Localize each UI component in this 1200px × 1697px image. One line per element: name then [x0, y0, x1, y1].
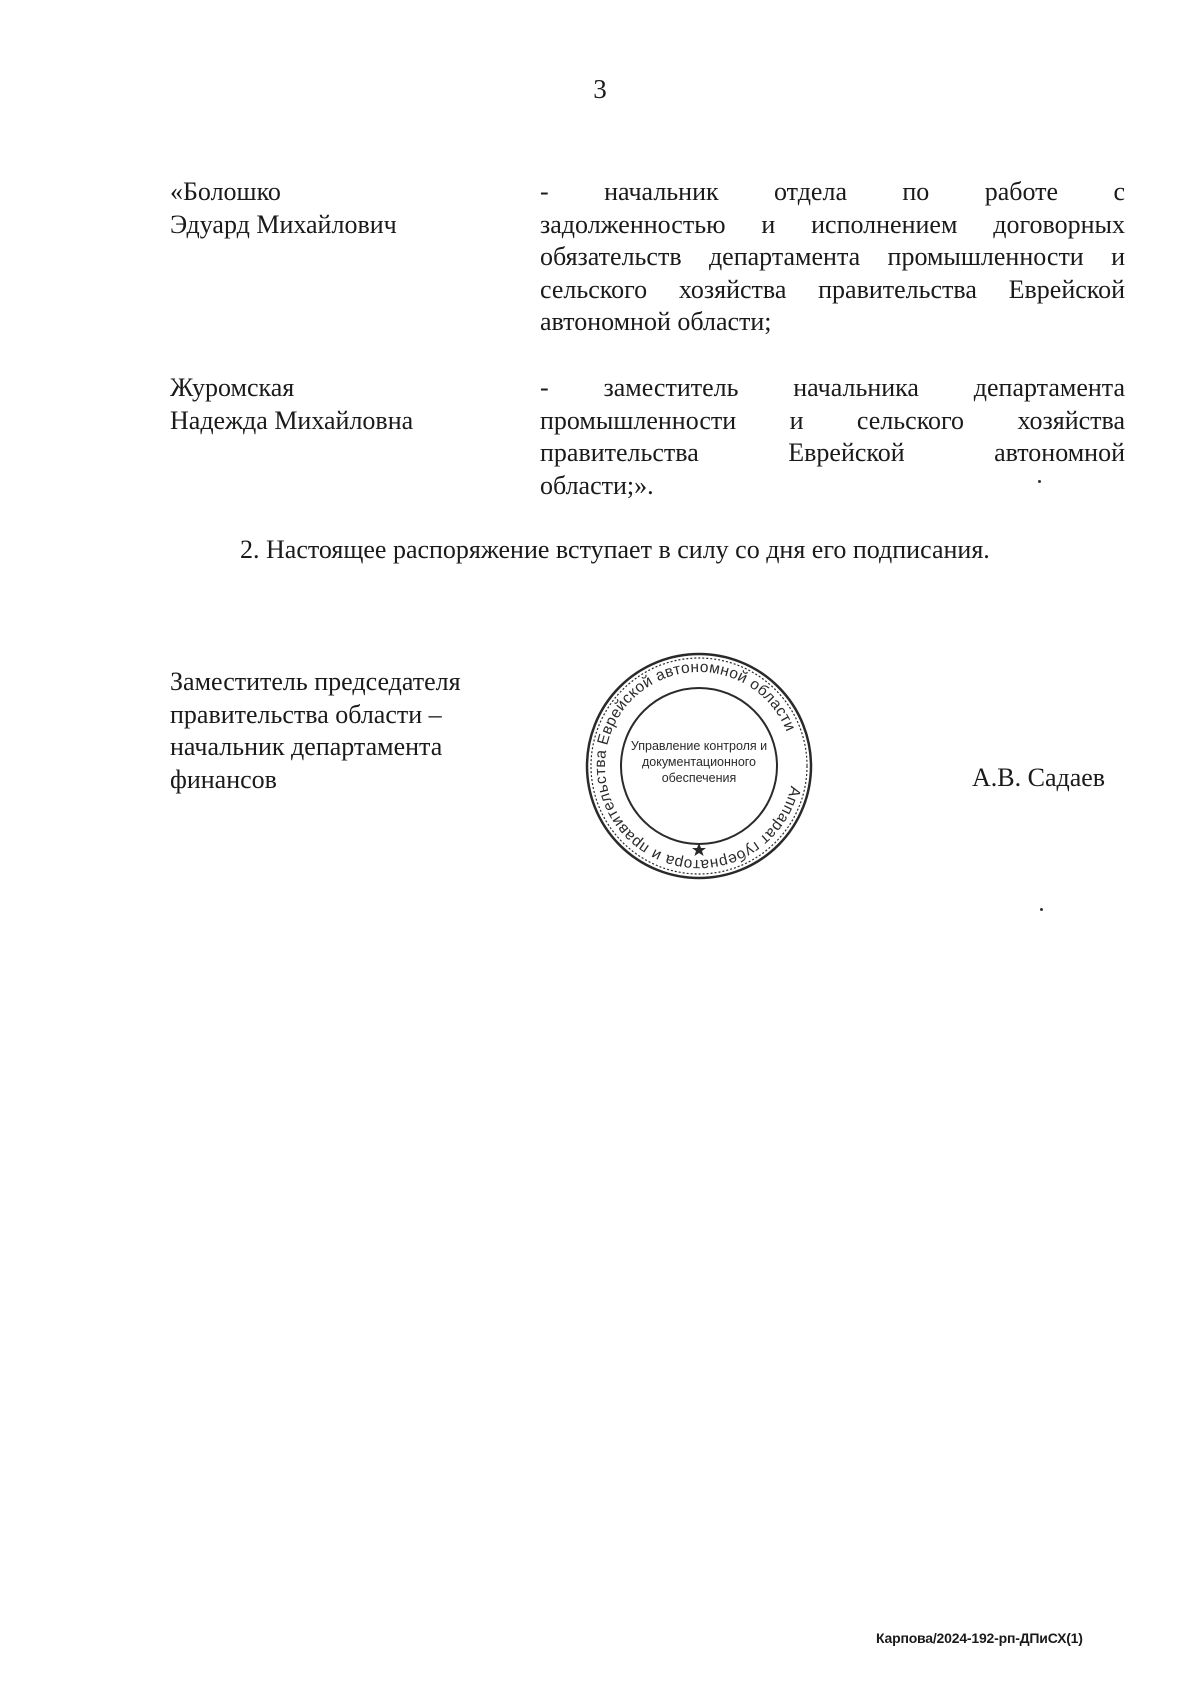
- position-line: промышленности и сельского хозяйства: [540, 405, 1125, 435]
- member-position: [540, 176, 1125, 339]
- position-line: - заместитель начальника департамента: [540, 373, 1125, 402]
- document-reference: Карпова/2024-192-рп-ДПиСХ(1): [876, 1630, 1083, 1646]
- member-name: [170, 372, 510, 437]
- official-stamp-seal: [583, 650, 815, 882]
- member-entry-zhuromskaya: [170, 372, 1125, 502]
- stamp-star-icon: [692, 843, 706, 856]
- stamp-outer-text: Аппарат губернатора и правительства Еврейской автономной области: [591, 658, 804, 874]
- member-position: [540, 372, 1125, 502]
- member-name-line: Надежда Михайловна: [170, 405, 414, 435]
- position-line: сельского хозяйства правительства Еврейской: [540, 274, 1125, 304]
- scan-speck: [1040, 908, 1043, 911]
- stamp-center-line: Управление контроля и: [630, 739, 768, 753]
- position-line: области;».: [540, 470, 654, 500]
- page-number: 3: [593, 74, 607, 104]
- signatory-title-line: Заместитель председателя: [170, 667, 461, 696]
- position-line: автономной области;: [540, 307, 772, 336]
- scan-speck: [1038, 480, 1041, 483]
- member-name-line: Эдуард Михайлович: [170, 209, 397, 239]
- stamp-center-line: обеспечения: [661, 771, 737, 785]
- member-name-line: «Болошко: [170, 177, 281, 206]
- position-line: задолженностью и исполнением договорных: [540, 209, 1125, 239]
- member-name-line: Журомская: [170, 373, 295, 402]
- member-entry-bolosko: [170, 176, 1125, 346]
- signatory-name: А.В. Садаев: [972, 763, 1106, 792]
- position-line: обязательств департамента промышленности и: [540, 242, 1125, 271]
- signatory-title-line: правительства области –: [170, 699, 442, 729]
- signatory-title-line: финансов: [170, 764, 277, 794]
- stamp-center-line: документационного: [641, 755, 757, 769]
- signatory-title-line: начальник департамента: [170, 732, 443, 761]
- position-line: правительства Еврейской автономной: [540, 438, 1125, 467]
- position-line: - начальник отдела по работе с: [540, 177, 1125, 206]
- member-name: [170, 176, 510, 241]
- signatory-title: [170, 666, 461, 796]
- clause-2: 2. Настоящее распоряжение вступает в силу со дня его подписания.: [240, 535, 990, 564]
